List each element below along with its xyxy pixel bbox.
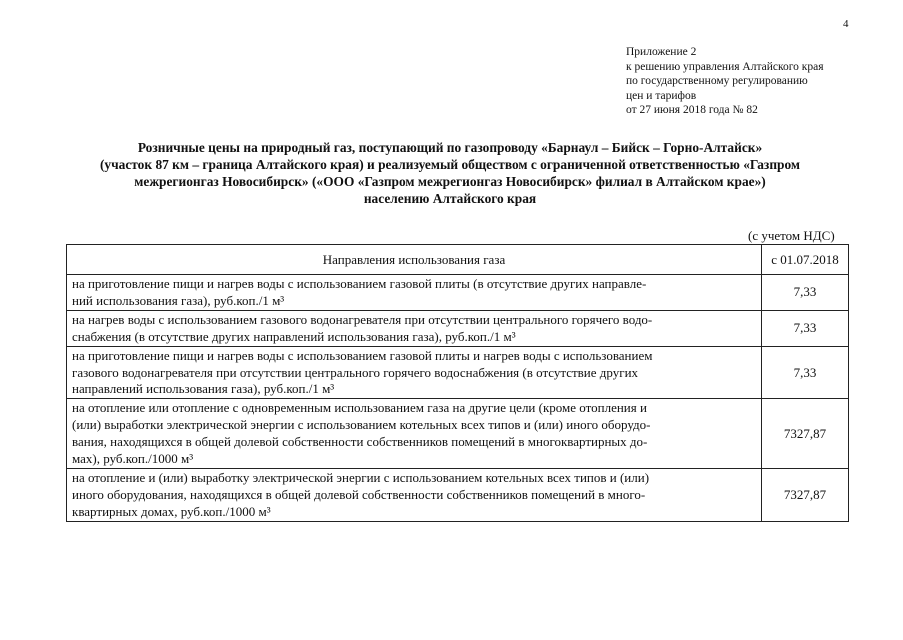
document-title: [40, 139, 860, 207]
description-line: на нагрев воды с использованием газового водонагревателя при отсутствии центрального горячего водо-: [72, 311, 653, 327]
row-price: 7,33: [762, 275, 849, 311]
description-line: квартирных домах, руб.коп./1000 м³: [72, 503, 271, 519]
appendix-line: к решению управления Алтайского края: [626, 60, 824, 73]
row-description: [67, 468, 762, 521]
description-line: на приготовление пищи и нагрев воды с использованием газовой плиты и нагрев воды с использованием: [72, 347, 653, 363]
description-line: снабжения (в отсутствие других направлений использования газа), руб.коп./1 м³: [72, 328, 516, 344]
row-description: [67, 275, 762, 311]
appendix-line: по государственному регулированию: [626, 75, 808, 87]
table-row: [67, 275, 849, 311]
description-line: на отопление или отопление с одновременным использованием газа на другие цели (кроме отопления и: [72, 400, 647, 416]
vat-note: (с учетом НДС): [748, 228, 835, 243]
table-row: [67, 310, 849, 346]
description-line: иного оборудования, находящихся в общей долевой собственности собственников помещений в много-: [72, 486, 646, 502]
title-line: населению Алтайского края: [363, 191, 537, 206]
price-table: [66, 244, 849, 522]
row-price: 7,33: [762, 346, 849, 399]
appendix-line: цен и тарифов: [626, 89, 697, 102]
description-line: мах), руб.коп./1000 м³: [72, 451, 194, 467]
row-price: 7327,87: [762, 468, 849, 521]
table-header-row: [67, 245, 849, 275]
table-row: [67, 346, 849, 399]
description-line: (или) выработки электрической энергии с использованием котельных всех типов и (или) иного оборудо-: [72, 417, 651, 433]
description-line: на отопление и (или) выработку электрической энергии с использованием котельных всех типов и (или): [72, 469, 650, 485]
description-line: вания, находящихся в общей долевой собственности собственников помещений в многоквартирных до-: [72, 434, 648, 450]
table-row: [67, 399, 849, 469]
appendix-block: [626, 45, 824, 118]
page-number: 4: [843, 18, 849, 30]
header-date: с 01.07.2018: [762, 245, 849, 275]
description-line: ний использования газа), руб.коп./1 м³: [72, 292, 285, 308]
description-line: направлений использования газа), руб.коп./1 м³: [72, 381, 335, 397]
title-line: Розничные цены на природный газ, поступающий по газопроводу «Барнаул – Бийск – Горно-Алтайск»: [137, 140, 763, 155]
row-description: [67, 310, 762, 346]
description-line: газового водонагревателя при отсутствии центрального горячего водоснабжения (в отсутствие других: [72, 364, 639, 380]
header-direction: Направления использования газа: [67, 245, 762, 275]
row-description: [67, 346, 762, 399]
title-line: (участок 87 км – граница Алтайского края) и реализуемый обществом с ограниченной ответственностью «Газпром: [99, 157, 801, 172]
appendix-line: от 27 июня 2018 года № 82: [626, 104, 758, 116]
row-description: [67, 399, 762, 469]
row-price: 7,33: [762, 310, 849, 346]
row-price: 7327,87: [762, 399, 849, 469]
appendix-line: Приложение 2: [626, 46, 697, 58]
table-row: [67, 468, 849, 521]
description-line: на приготовление пищи и нагрев воды с использованием газовой плиты (в отсутствие других направле-: [72, 276, 647, 291]
title-line: межрегионгаз Новосибирск» («ООО «Газпром межрегионгаз Новосибирск» филиал в Алтайском крае»): [134, 174, 766, 189]
